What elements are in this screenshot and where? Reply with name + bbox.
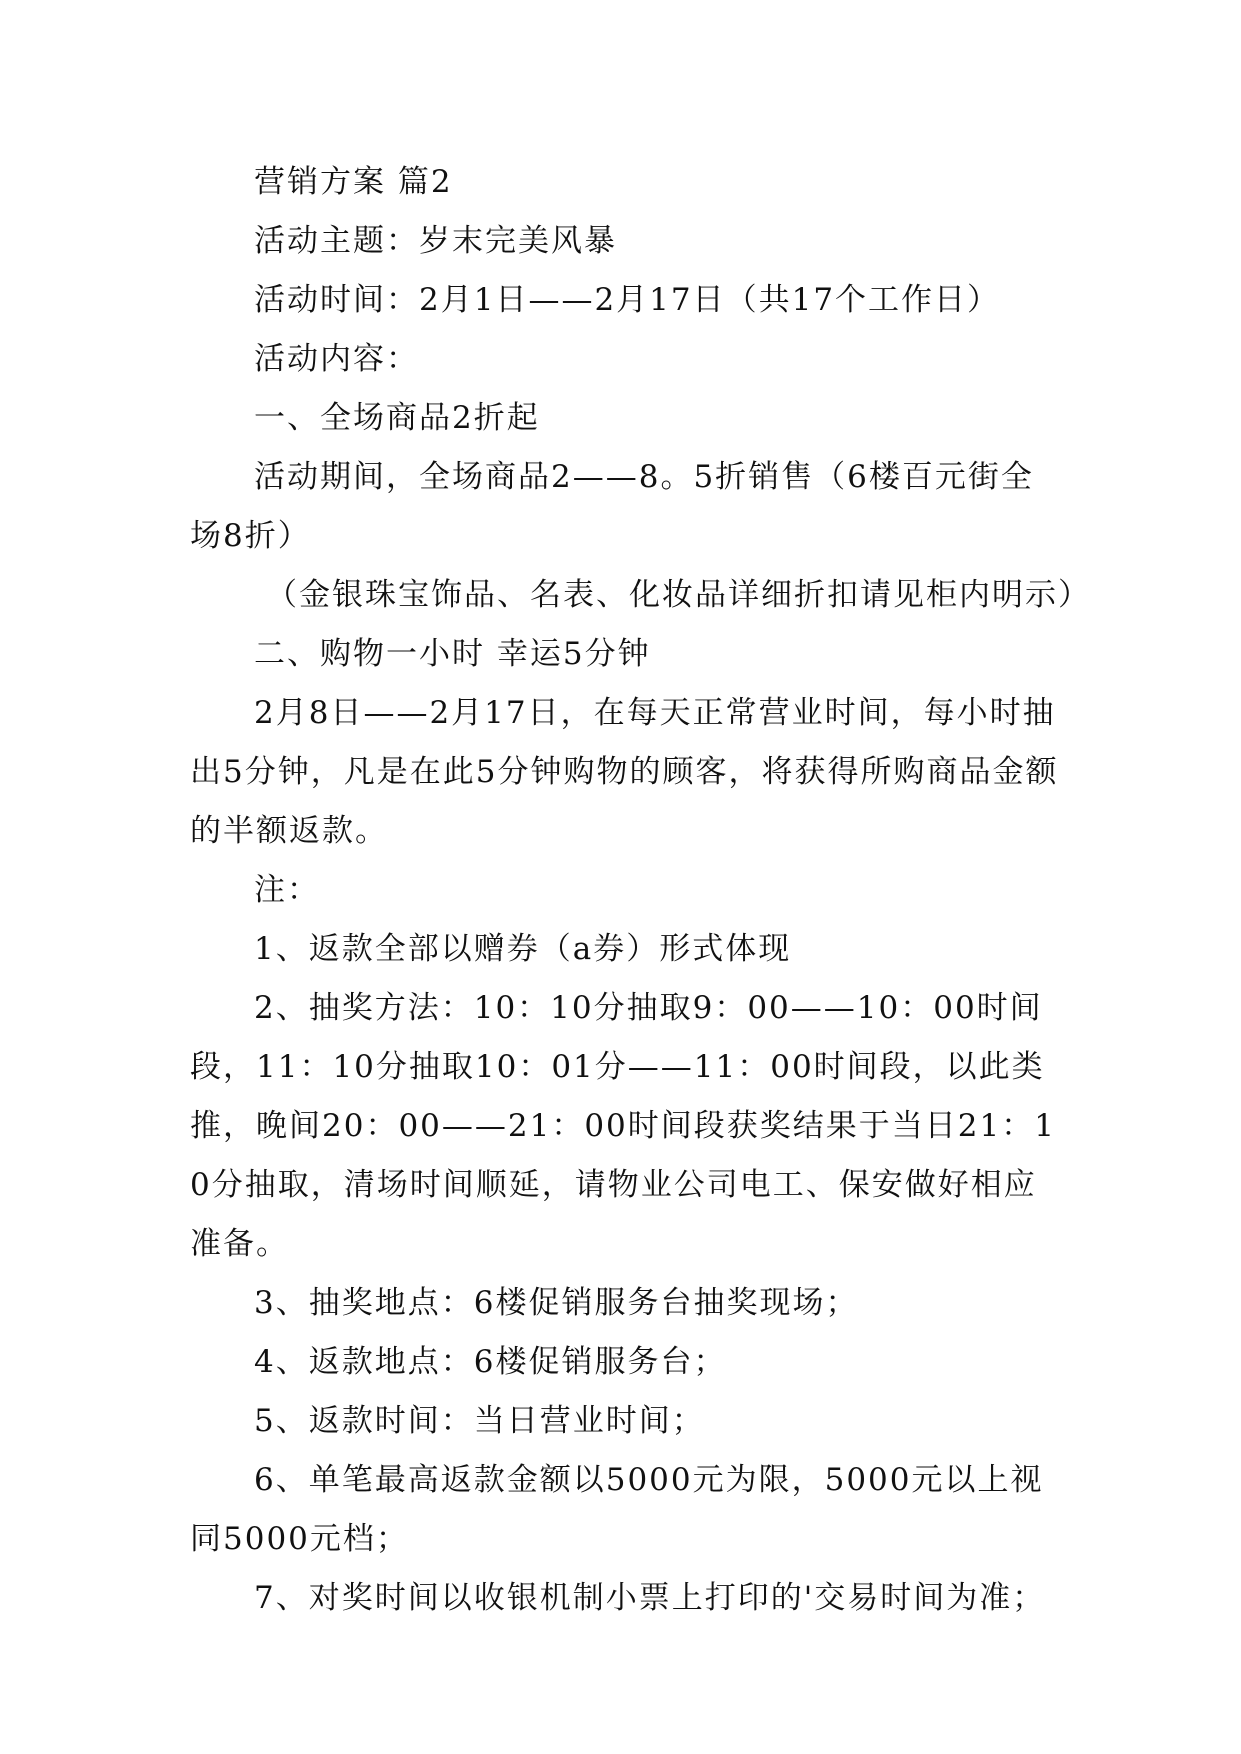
note-item: 5、返款时间：当日营业时间； — [254, 1403, 705, 1439]
note-item: 7、对奖时间以收银机制小票上打印的'交易时间为准； — [254, 1580, 1046, 1616]
notes-heading: 注： — [254, 872, 320, 908]
document-body — [190, 153, 1091, 1628]
activity-content-heading: 活动内容： — [254, 341, 419, 377]
note-item: 6、单笔最高返款金额以5000元为限，5000元以上视同5000元档； — [190, 1462, 1044, 1557]
section2-heading: 二、购物一小时 幸运5分钟 — [254, 636, 651, 672]
section1-heading: 一、全场商品2折起 — [254, 400, 540, 436]
activity-theme: 活动主题：岁末完美风暴 — [254, 223, 617, 259]
section1-body: 活动期间，全场商品2——8。5折销售（6楼百元街全场8折） — [190, 459, 1034, 554]
note-item: 1、返款全部以赠券（a券）形式体现 — [254, 931, 792, 967]
section2-body: 2月8日——2月17日，在每天正常营业时间，每小时抽出5分钟，凡是在此5分钟购物的顾客，将获得所购商品金额的半额返款。 — [190, 695, 1059, 849]
note-item: 2、抽奖方法：10：10分抽取9：00——10：00时间段，11：10分抽取10：01分——11：00时间段，以此类推，晚间20：00——21：00时间段获奖结果于当日21：10分抽取，清场时间顺延，请物业公司电工、保安做好相应准备。 — [190, 990, 1056, 1262]
note-item: 4、返款地点：6楼促销服务台； — [254, 1344, 727, 1380]
note-item: 3、抽奖地点：6楼促销服务台抽奖现场； — [254, 1285, 859, 1321]
section1-note: （金银珠宝饰品、名表、化妆品详细折扣请见柜内明示） — [266, 577, 1091, 613]
activity-time: 活动时间：2月1日——2月17日（共17个工作日） — [254, 282, 1001, 318]
document-title: 营销方案 篇2 — [254, 164, 453, 200]
